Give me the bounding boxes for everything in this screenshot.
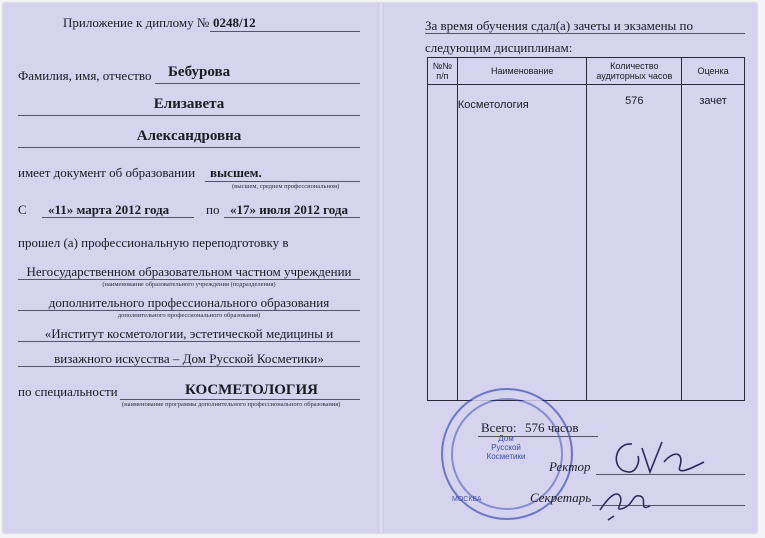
institution-underline-1	[18, 279, 360, 280]
education-hint: (высшем, среднем профессиональном)	[232, 183, 340, 190]
intro-line-2: следующим дисциплинам:	[425, 40, 573, 55]
row-hours: 576	[587, 85, 682, 401]
disciplines-table	[427, 57, 745, 401]
secretary-signature	[594, 476, 664, 522]
patronymic-value: Александровна	[136, 128, 242, 144]
first-name-value: Елизавета	[153, 96, 225, 112]
institution-underline-3	[18, 341, 360, 342]
specialty-underline	[120, 399, 360, 400]
specialty-value: КОСМЕТОЛОГИЯ	[185, 382, 318, 398]
institution-underline-2	[18, 310, 360, 311]
to-date-underline	[224, 217, 360, 218]
total-value: 576 часов	[525, 420, 579, 435]
institution-underline-4	[18, 366, 360, 367]
from-label: С	[18, 202, 27, 217]
institution-line-1: Негосударственном образовательном частном учреждении	[26, 264, 352, 279]
appendix-label: Приложение к диплому №	[63, 15, 210, 30]
stamp-city: МОСКВА	[452, 496, 482, 503]
specialty-label: по специальности	[18, 384, 118, 399]
retraining-label: прошел (а) профессиональную переподготовку в	[18, 235, 289, 250]
institution-line-3: «Институт косметологии, эстетической медицины и	[44, 326, 334, 341]
to-date: «17» июля 2012 года	[230, 202, 348, 217]
from-date-underline	[42, 217, 194, 218]
diploma-number: 0248/12	[213, 15, 256, 30]
patronymic-underline	[18, 147, 360, 148]
row-discipline-name: Косметология	[457, 85, 587, 401]
number-underline	[210, 31, 360, 32]
row-number	[428, 85, 458, 401]
rector-label: Ректор	[549, 459, 591, 474]
institution-hint-1: (наименование образовательного учреждения (подразделения)	[102, 281, 276, 288]
row-grade: зачет	[682, 85, 745, 401]
header-hours: Количество аудиторных часов	[587, 58, 682, 85]
intro-underline-1	[425, 33, 745, 34]
education-value: высшем.	[210, 165, 262, 180]
education-underline	[205, 181, 360, 182]
secretary-label: Секретарь	[530, 490, 592, 505]
institution-hint-2: дополнительного профессионального образования)	[117, 312, 261, 319]
fio-label: Фамилия, имя, отчество	[18, 68, 152, 83]
stamp-text: Дом Русской Косметики	[486, 434, 526, 461]
education-label: имеет документ об образовании	[18, 165, 196, 180]
first-name-underline	[18, 115, 360, 116]
table-header-row	[428, 58, 745, 85]
header-grade: Оценка	[682, 58, 745, 85]
intro-line-1: За время обучения сдал(а) зачеты и экзамены по	[425, 18, 693, 33]
from-date: «11» марта 2012 года	[48, 202, 170, 217]
institution-line-2: дополнительного профессионального образования	[48, 295, 330, 310]
surname-underline	[155, 83, 360, 84]
header-number: №№ п/п	[428, 58, 458, 85]
surname-value: Бебурова	[168, 64, 231, 80]
page-fold	[378, 3, 384, 533]
total-underline	[478, 436, 598, 437]
total-label: Всего:	[481, 420, 517, 435]
specialty-hint: (наименование программы дополнительного профессионального образования)	[122, 401, 341, 408]
to-label: по	[206, 202, 220, 217]
header-name: Наименование	[457, 58, 587, 85]
table-row	[428, 85, 745, 401]
institution-line-4: визажного искусства – Дом Русской Косметики»	[54, 351, 324, 366]
